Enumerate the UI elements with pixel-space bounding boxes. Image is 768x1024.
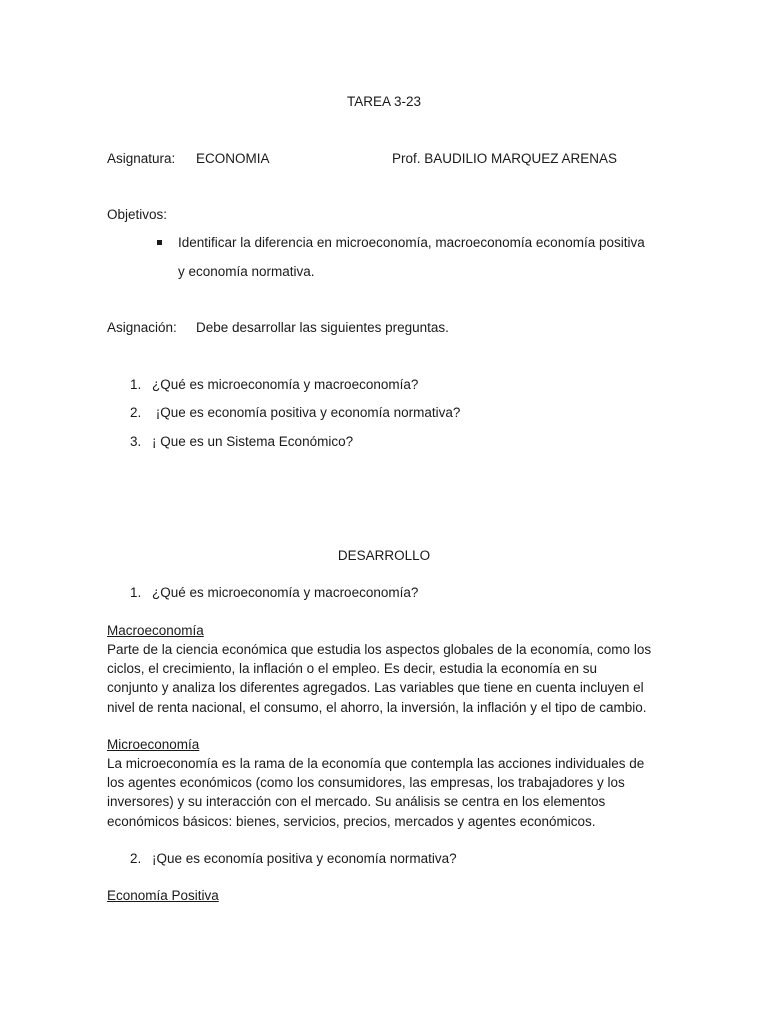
professor-name: Prof. BAUDILIO MARQUEZ ARENAS	[392, 151, 618, 166]
question-number: 2.	[130, 405, 142, 420]
paragraph-line: nivel de renta nacional, el consumo, el ahorro, la inversión, la inflación y el tipo de cambio.	[107, 699, 647, 715]
micro-paragraph	[107, 754, 667, 831]
paragraph-line: ciclos, el crecimiento, la inflación o el empleo. Es decir, estudia la economía en su	[107, 661, 598, 677]
bullet-icon	[157, 240, 162, 245]
question-number: 3.	[130, 434, 142, 449]
assignment-label: Asignación:	[107, 320, 177, 335]
assignment-text: Debe desarrollar las siguientes preguntas.	[196, 320, 449, 335]
paragraph-line: La microeconomía es la rama de la economía que contempla las acciones individuales de	[107, 756, 645, 771]
question-number: 1.	[130, 585, 142, 600]
question-text: ¿Qué es microeconomía y macroeconomía?	[152, 585, 419, 600]
question-number: 1.	[130, 377, 142, 392]
question-text: ¡ Que es un Sistema Económico?	[152, 434, 354, 449]
paragraph-line: económicos básicos: bienes, servicios, precios, mercados y agentes económicos.	[107, 813, 596, 829]
macro-paragraph	[107, 640, 667, 717]
macro-heading: Macroeconomía	[107, 623, 204, 638]
subject-value: ECONOMIA	[196, 151, 270, 166]
question-text: ¿Qué es microeconomía y macroeconomía?	[152, 377, 419, 392]
paragraph-line: conjunto y analiza los diferentes agregados. Las variables que tiene en cuenta incluyen el	[107, 680, 644, 696]
subject-label: Asignatura:	[107, 151, 176, 166]
objective-line-1: Identificar la diferencia en microeconomía, macroeconomía economía positiva	[178, 235, 645, 250]
objective-line-2: y economía normativa.	[178, 264, 315, 279]
positive-heading: Economía Positiva	[107, 888, 219, 903]
paragraph-line: los agentes económicos (como los consumidores, las empresas, los trabajadores y los	[107, 775, 625, 791]
micro-heading: Microeconomía	[107, 737, 200, 752]
question-number: 2.	[130, 851, 142, 866]
paragraph-line: Parte de la ciencia económica que estudia los aspectos globales de la economía, como los	[107, 642, 652, 657]
question-text: ¡Que es economía positiva y economía normativa?	[152, 405, 461, 420]
development-title: DESARROLLO	[337, 548, 431, 563]
page-title: TAREA 3-23	[346, 94, 422, 109]
question-text: ¡Que es economía positiva y economía normativa?	[152, 851, 457, 866]
objectives-label: Objetivos:	[107, 207, 168, 222]
paragraph-line: inversores) y su interacción con el mercado. Su análisis se centra en los elementos	[107, 794, 606, 810]
